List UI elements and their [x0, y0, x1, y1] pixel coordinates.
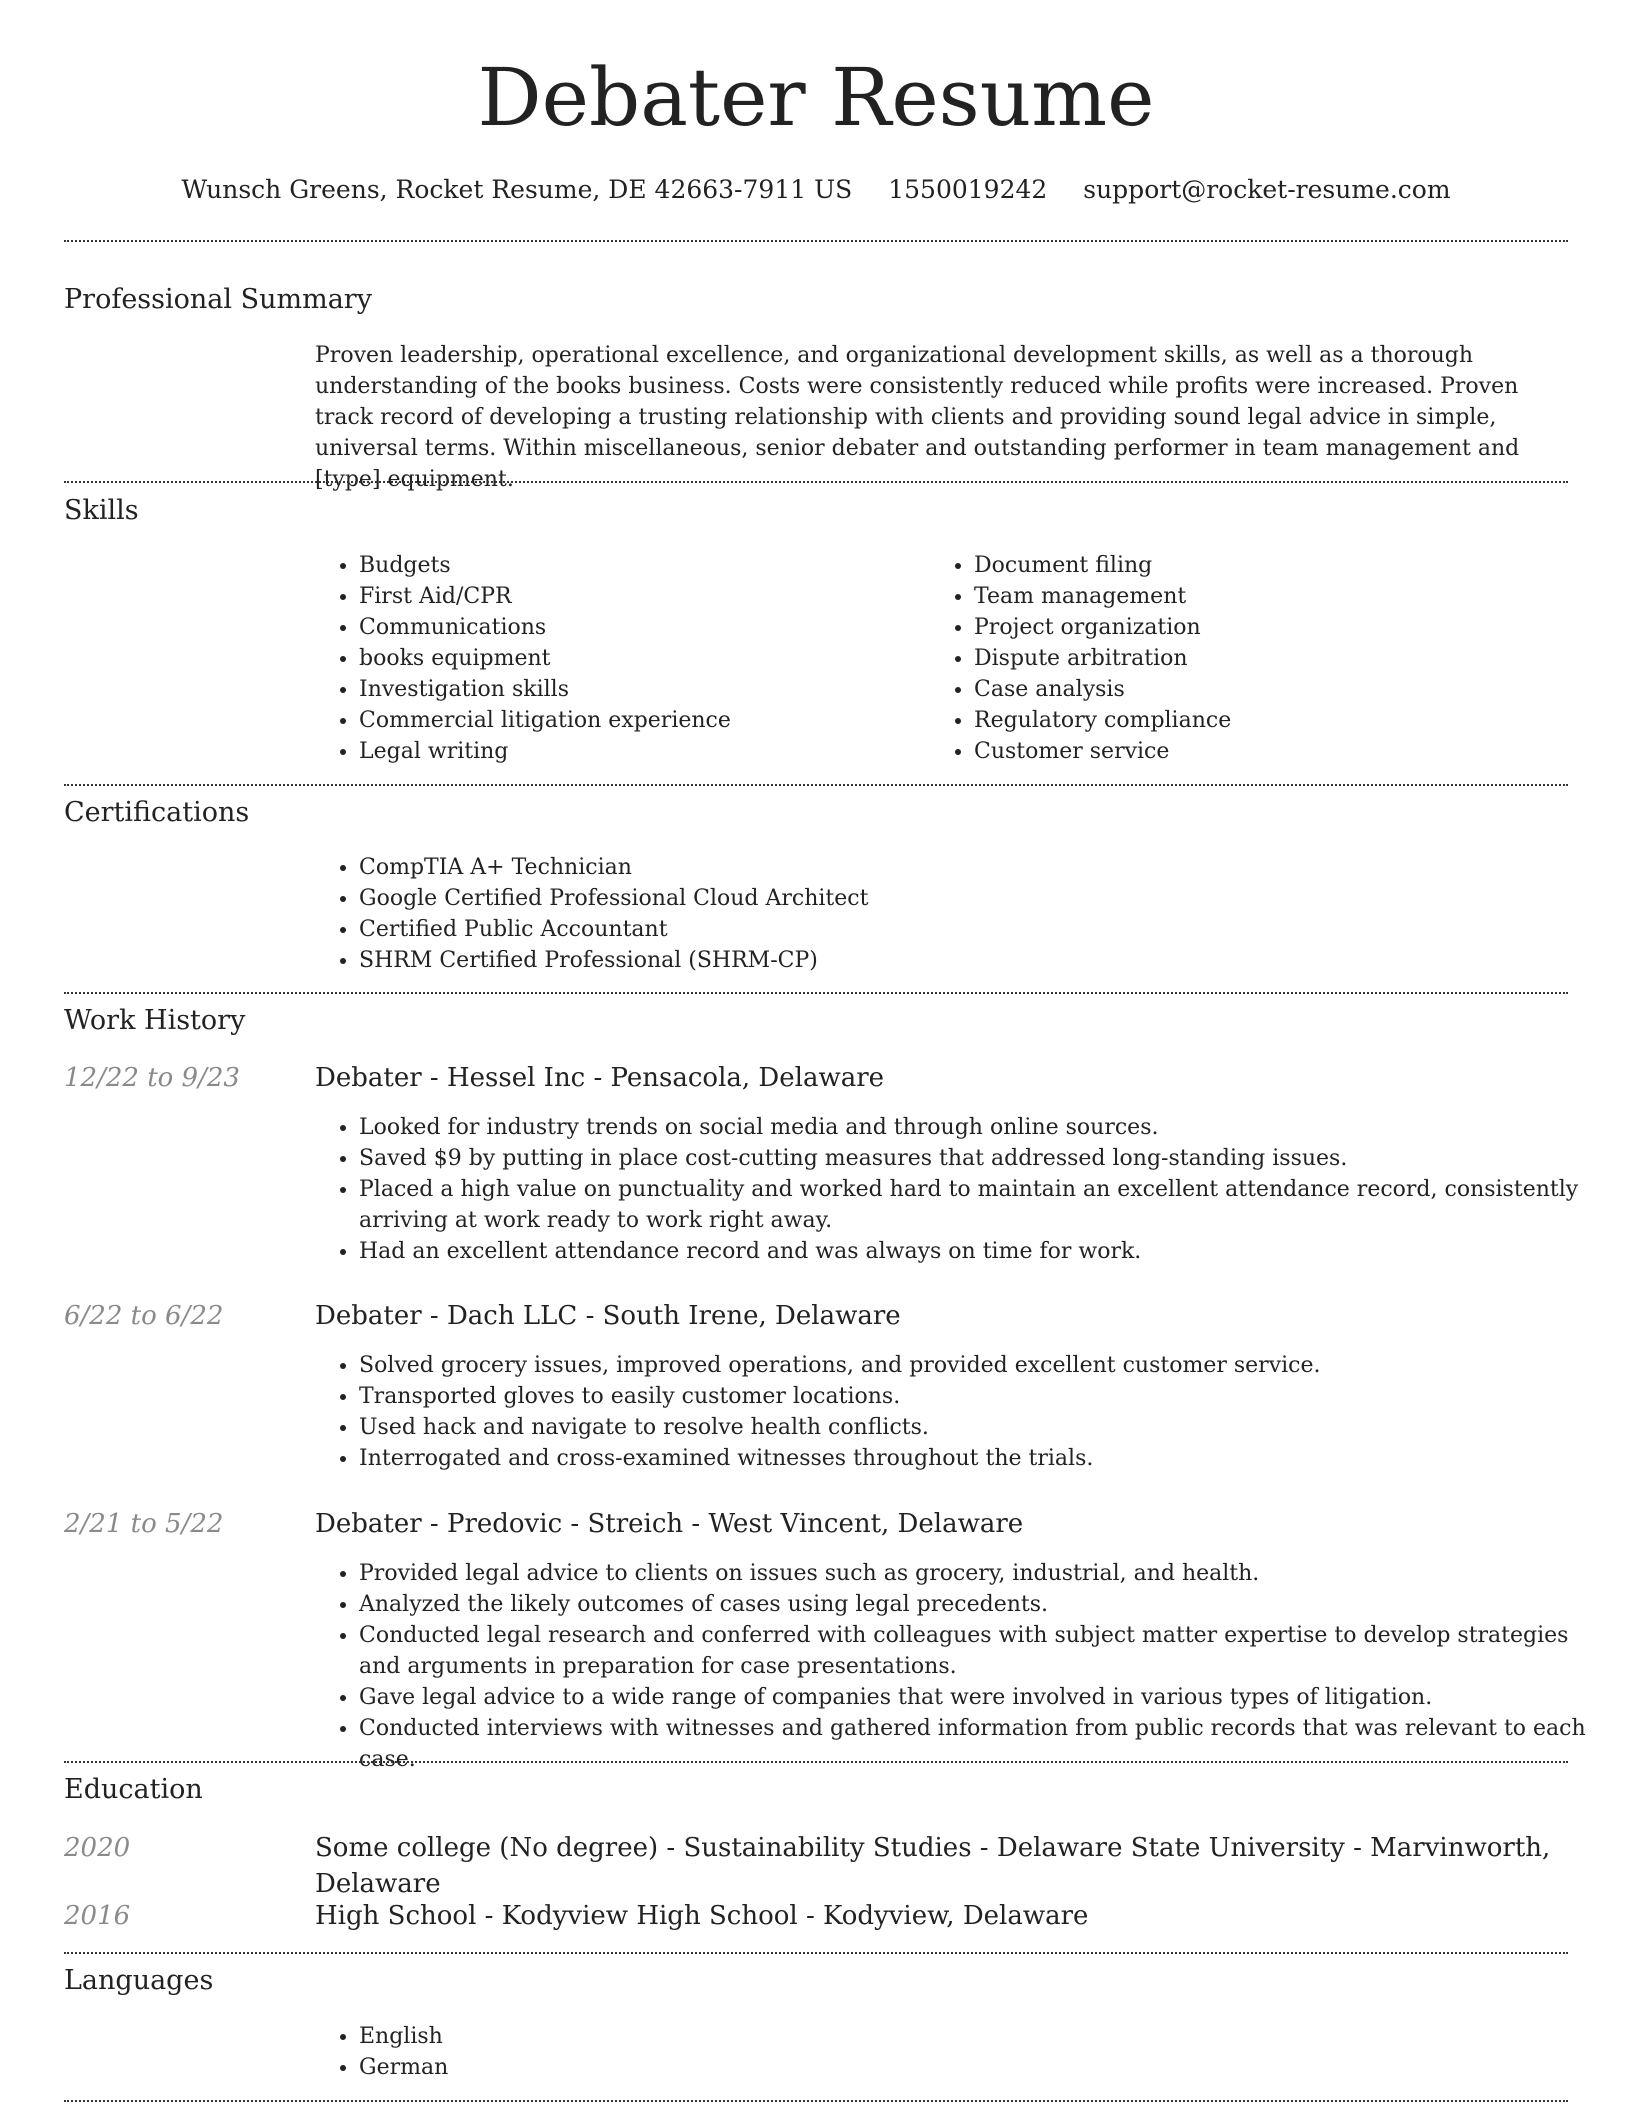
job-bullet: • Used hack and navigate to resolve health conflicts.: [359, 1412, 1599, 1443]
skill-item: • First Aid/CPR: [359, 581, 899, 612]
skill-item: • Regulatory compliance: [974, 705, 1574, 736]
section-heading-summary: Professional Summary: [64, 284, 372, 315]
section-heading-certifications: Certifications: [64, 797, 250, 828]
languages-list: [315, 2021, 959, 2083]
contact-email: support@rocket-resume.com: [1083, 175, 1451, 204]
certifications-list: [315, 852, 1559, 976]
language-item: • German: [359, 2052, 959, 2083]
job-bullet: • Provided legal advice to clients on issues such as grocery, industrial, and health.: [359, 1558, 1599, 1589]
job-dates: 12/22 to 9/23: [64, 1063, 240, 1093]
job-bullet: • Gave legal advice to a wide range of companies that were involved in various types of litigation.: [359, 1682, 1599, 1713]
job-bullet: • Analyzed the likely outcomes of cases using legal precedents.: [359, 1589, 1599, 1620]
divider: [64, 1952, 1568, 1954]
divider: [64, 2100, 1568, 2102]
job-title: Debater - Dach LLC - South Irene, Delaware: [315, 1301, 901, 1331]
skill-item: • Customer service: [974, 736, 1574, 767]
education-year: 2020: [64, 1833, 131, 1863]
skill-item: • Investigation skills: [359, 674, 899, 705]
education-entry: High School - Kodyview High School - Kodyview, Delaware: [315, 1901, 1089, 1931]
certification-item: • SHRM Certified Professional (SHRM-CP): [359, 945, 1559, 976]
skills-list-right: [930, 550, 1574, 767]
skill-item: • Budgets: [359, 550, 899, 581]
skill-item: • Dispute arbitration: [974, 643, 1574, 674]
certification-item: • Certified Public Accountant: [359, 914, 1559, 945]
skill-item: • Commercial litigation experience: [359, 705, 899, 736]
certification-item: • Google Certified Professional Cloud Architect: [359, 883, 1559, 914]
job-dates: 2/21 to 5/22: [64, 1509, 224, 1539]
skill-item: • Team management: [974, 581, 1574, 612]
job-bullet: • Had an excellent attendance record and was always on time for work.: [359, 1236, 1599, 1267]
certification-item: • CompTIA A+ Technician: [359, 852, 1559, 883]
job-bullet: • Solved grocery issues, improved operations, and provided excellent customer service.: [359, 1350, 1599, 1381]
job-bullet: • Placed a high value on punctuality and worked hard to maintain an excellent attendance record, consistently arriving at work ready to work right away.: [359, 1174, 1599, 1236]
job-dates: 6/22 to 6/22: [64, 1301, 224, 1331]
job-bullets: [315, 1558, 1599, 1775]
divider: [64, 240, 1568, 242]
job-bullet: • Interrogated and cross-examined witnesses throughout the trials.: [359, 1443, 1599, 1474]
skill-item: • Document filing: [974, 550, 1574, 581]
job-bullet: • Transported gloves to easily customer locations.: [359, 1381, 1599, 1412]
skill-item: • books equipment: [359, 643, 899, 674]
education-year: 2016: [64, 1901, 131, 1931]
job-bullet: • Saved $9 by putting in place cost-cutting measures that addressed long-standing issues.: [359, 1143, 1599, 1174]
divider: [64, 992, 1568, 994]
skill-item: • Case analysis: [974, 674, 1574, 705]
divider: [64, 1761, 1568, 1763]
contact-address: Wunsch Greens, Rocket Resume, DE 42663-7911 US: [181, 175, 853, 204]
job-title: Debater - Predovic - Streich - West Vincent, Delaware: [315, 1509, 1024, 1539]
section-heading-work: Work History: [64, 1005, 246, 1036]
language-item: • English: [359, 2021, 959, 2052]
job-bullet: • Conducted interviews with witnesses and gathered information from public records that was relevant to each case.: [359, 1713, 1599, 1775]
contact-phone: 1550019242: [888, 175, 1048, 204]
skills-list-left: [315, 550, 899, 767]
summary-text: Proven leadership, operational excellence, and organizational development skills, as well as a thorough understanding of the books business. Costs were consistently reduced while profits were increased. Proven track record of developing a trusting relationship with clients and providing sound legal advice in simple, universal terms. Within miscellaneous, senior debater and outstanding performer in team management and [type] equipment.: [315, 343, 1520, 492]
contact-line: [0, 170, 1632, 210]
job-bullet: • Looked for industry trends on social media and through online sources.: [359, 1112, 1599, 1143]
section-heading-education: Education: [64, 1774, 203, 1805]
skill-item: • Communications: [359, 612, 899, 643]
resume-title: Debater Resume: [477, 51, 1155, 144]
job-title: Debater - Hessel Inc - Pensacola, Delaware: [315, 1063, 885, 1093]
divider: [64, 481, 1568, 483]
education-entry: Some college (No degree) - Sustainability Studies - Delaware State University - Marvinworth, Delaware: [315, 1833, 1551, 1899]
section-heading-languages: Languages: [64, 1965, 214, 1996]
job-bullet: • Conducted legal research and conferred with colleagues with subject matter expertise to develop strategies and arguments in preparation for case presentations.: [359, 1620, 1599, 1682]
skill-item: • Legal writing: [359, 736, 899, 767]
section-heading-skills: Skills: [64, 495, 139, 526]
job-bullets: [315, 1112, 1599, 1267]
divider: [64, 784, 1568, 786]
job-bullets: [315, 1350, 1599, 1474]
skill-item: • Project organization: [974, 612, 1574, 643]
